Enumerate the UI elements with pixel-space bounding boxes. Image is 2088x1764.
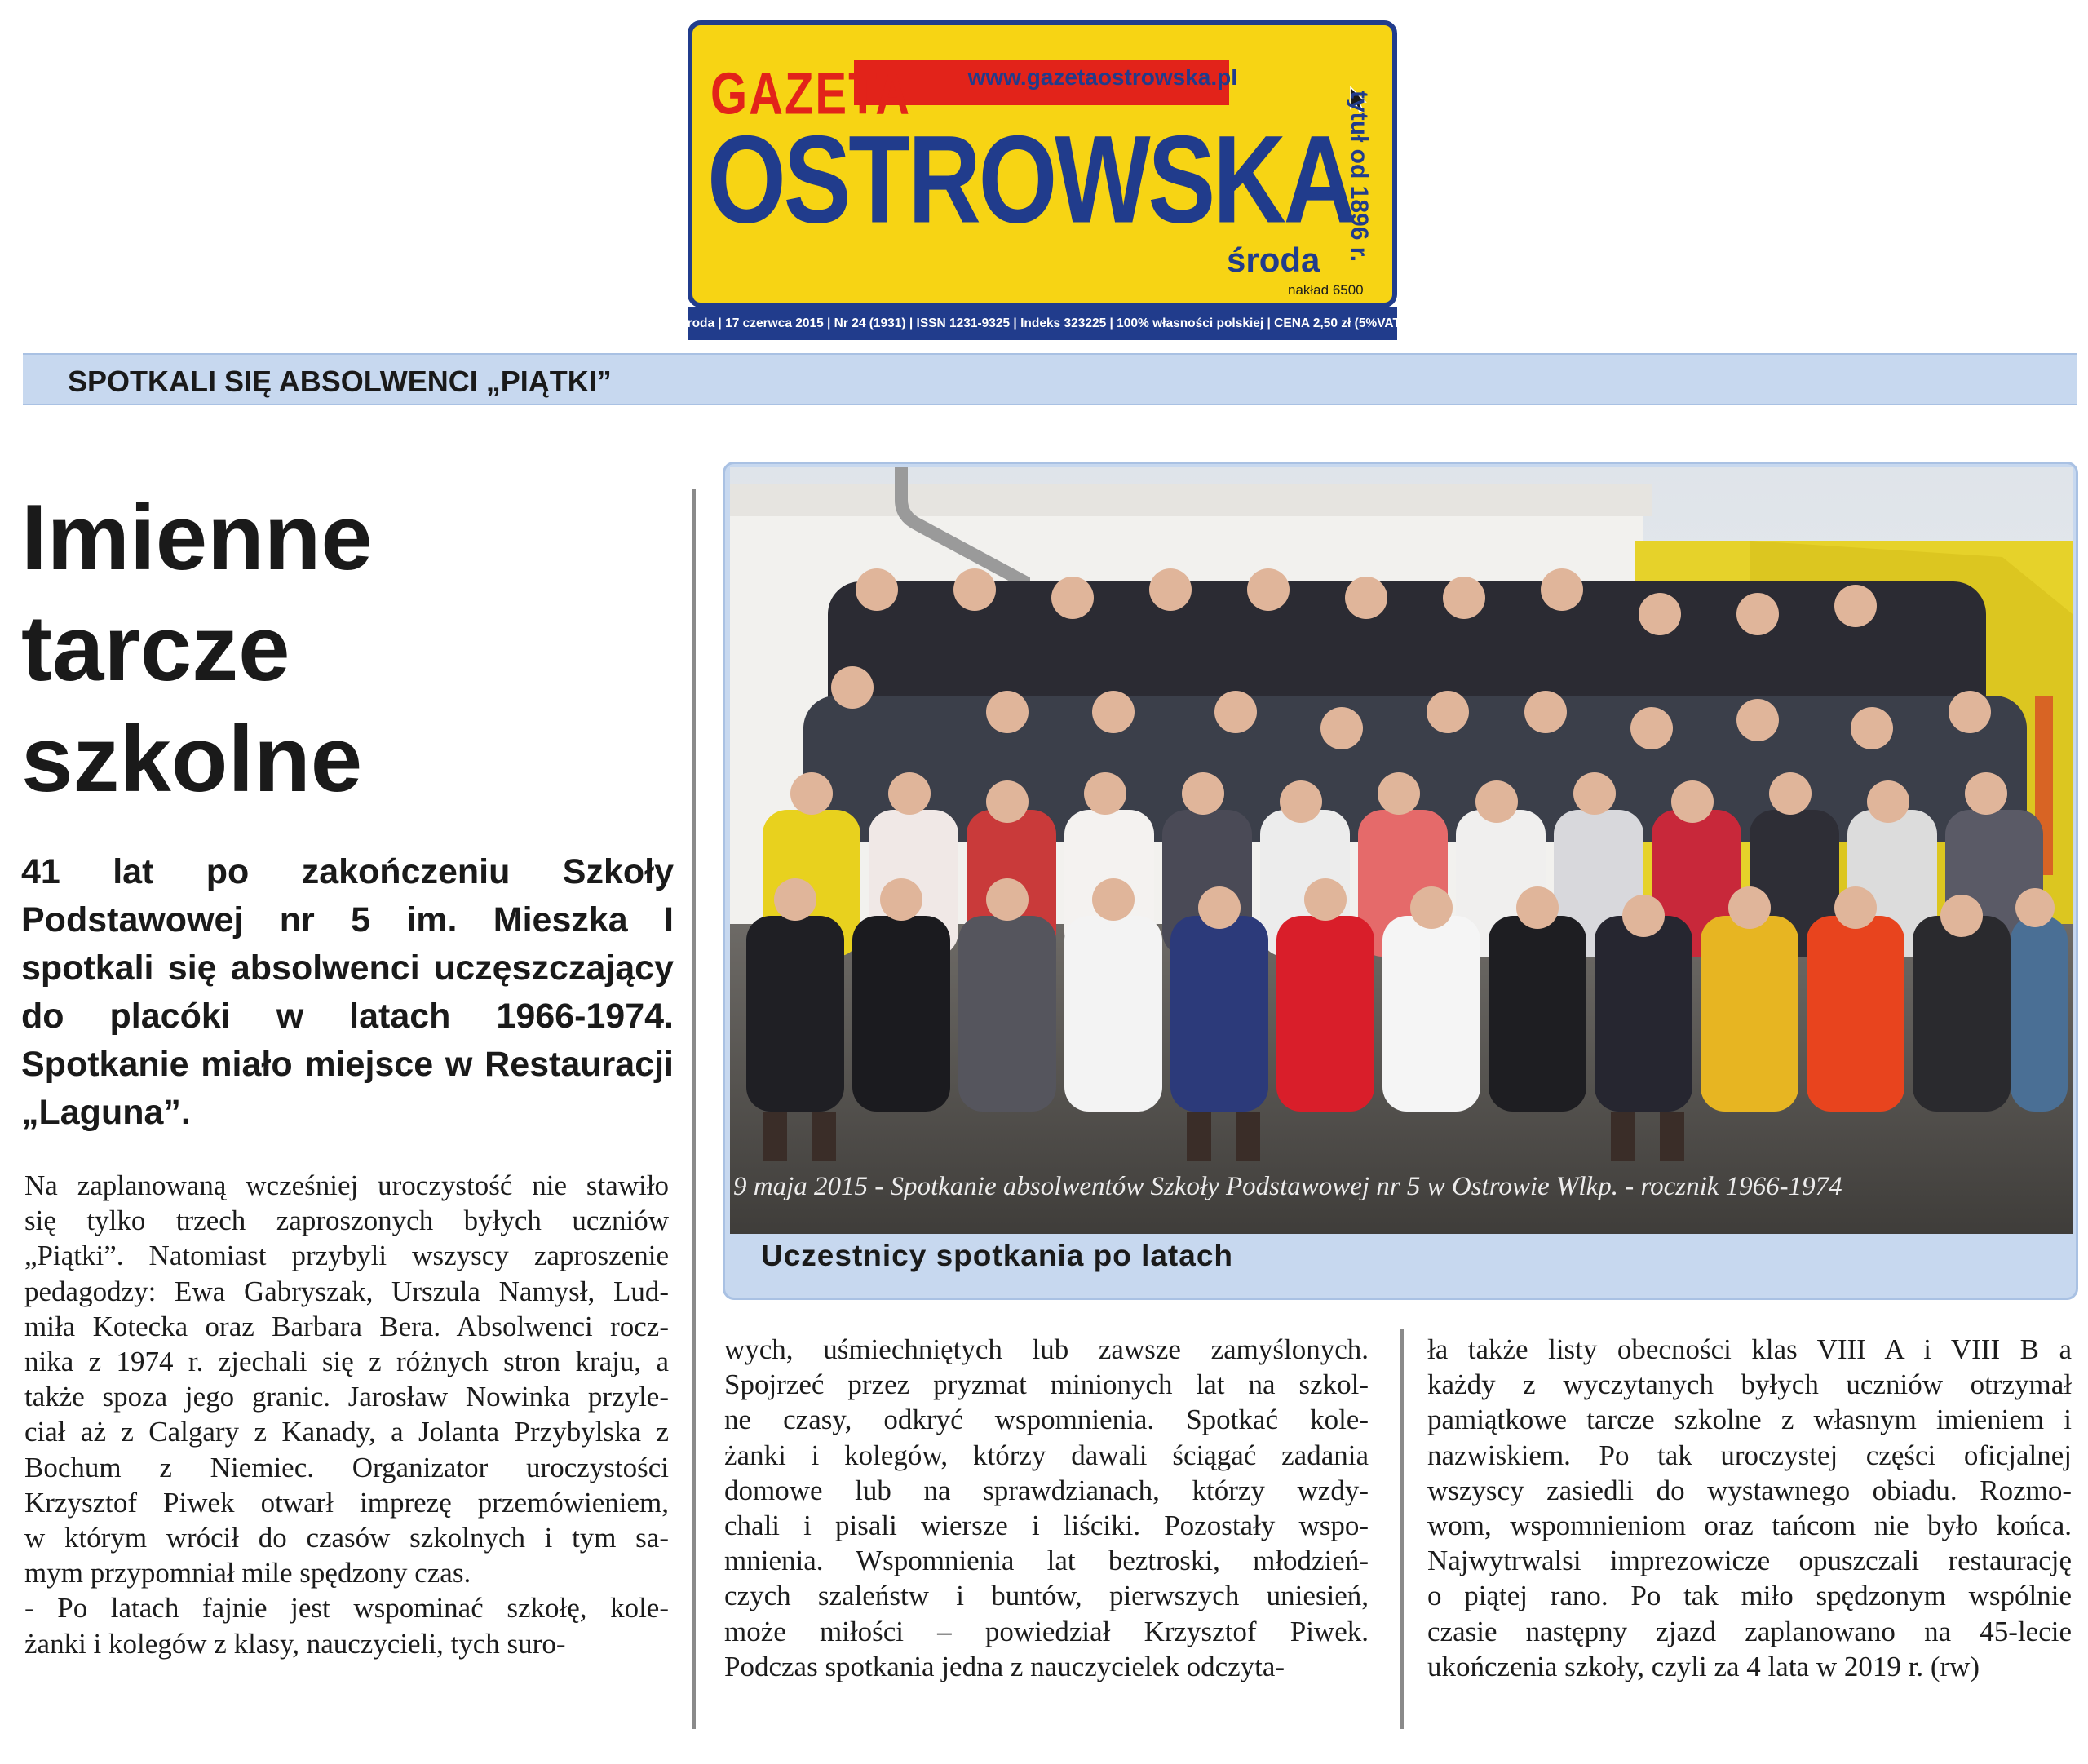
- logo-url: www.gazetaostrowska.pl: [967, 64, 1237, 90]
- section-rubric: SPOTKALI SIĘ ABSOLWENCI „PIĄTKI”: [68, 365, 612, 398]
- article-text-line: Krzysztof Piwek otwarł imprezę przemówieniem,: [24, 1486, 669, 1519]
- article-column-1: [24, 1168, 669, 1661]
- logo-gazeta: GAZETA: [710, 60, 912, 127]
- photo-caption: Uczestnicy spotkania po latach: [761, 1239, 1234, 1272]
- article-text-line: „Piątki”. Natomiast przybyli wszyscy zaproszenie: [24, 1240, 669, 1272]
- article-text-line: czasie następny zjazd zaplanowano na 45-lecie: [1427, 1615, 2072, 1647]
- article-text-line: nazwiskiem. Po tak uroczystej części oficjalnej: [1427, 1439, 2072, 1471]
- article-lead: 41 lat po zakończeniu Szkoły Podstawowej nr 5 im. Mieszka I spotkali się absolwenci uczęszczający do placóki w latach 1966-1974. Spotkanie miało miejsce w Restauracji „Laguna”.: [21, 852, 674, 1132]
- issue-info-bar: środa | 17 czerwca 2015 | Nr 24 (1931) | ISSN 1231-9325 | Indeks 323225 | 100% własności polskiej | CENA 2,50 zł (5%VAT): [688, 307, 1397, 340]
- article-text-line: każdy z wyczytanych byłych uczniów otrzymał: [1427, 1368, 2072, 1401]
- article-text-line: wszyscy zasiedli do wystawnego obiadu. Rozmo-: [1427, 1474, 2072, 1506]
- article-text-line: wych, uśmiechniętych lub zawsze zamyślonych.: [724, 1333, 1369, 1365]
- article-text-line: Najwytrwalsi imprezowicze opuszczali restaurację: [1427, 1545, 2072, 1577]
- article-text-line: - Po latach fajnie jest wspominać szkołę, kole-: [24, 1592, 669, 1625]
- section-rubric-bar: [23, 353, 2077, 405]
- article-text-line: ne czasy, odkryć wspomnienia. Spotkać kole-: [724, 1404, 1369, 1436]
- article-text-line: Bochum z Niemiec. Organizator uroczystości: [24, 1451, 669, 1483]
- logo-day: środa: [1227, 241, 1320, 279]
- article-text-line: miła Kotecka oraz Barbara Bera. Absolwenci rocz-: [24, 1310, 669, 1342]
- newspaper-logo: [688, 20, 1397, 307]
- logo-ostrowska: OSTROWSKA: [707, 108, 1355, 250]
- article-text-line: także spoza jego granic. Jarosław Nowinka przyle-: [24, 1381, 669, 1413]
- article-text-line: się tylko trzech zaproszonych byłych uczniów: [24, 1205, 669, 1237]
- article-text-line: mym przypomniał mile spędzony czas.: [24, 1557, 471, 1589]
- headline-line: Imienne: [21, 486, 373, 590]
- article-text-line: wom, wspomnieniom oraz tańcom nie było końca.: [1427, 1510, 2072, 1542]
- article-text-line: chali i pisali wiersze i liściki. Pozostały wspo-: [724, 1510, 1369, 1542]
- article-text-line: może miłości – powiedział Krzysztof Piwek.: [724, 1615, 1369, 1647]
- logo-circulation: nakład 6500: [1288, 282, 1364, 298]
- article-text-line: żanki i kolegów z klasy, nauczycieli, tych suro-: [24, 1627, 566, 1660]
- group-photo: [730, 467, 2073, 1234]
- logo-since: tytuł od 1896 r.: [1346, 91, 1373, 263]
- column-divider: [692, 489, 696, 1729]
- article-text-line: pamiątkowe tarcze szkolne z własnym imieniem i: [1427, 1404, 2072, 1436]
- headline-line: szkolne: [21, 708, 363, 811]
- article-text-line: nika z 1974 r. zjechali się z różnych stron kraju, a: [24, 1346, 669, 1378]
- column-divider: [1400, 1329, 1404, 1729]
- article-text-line: Podczas spotkania jedna z nauczycielek odczyta-: [724, 1650, 1285, 1682]
- article-text-line: pedagodzy: Ewa Gabryszak, Urszula Namysł, Lud-: [24, 1275, 669, 1307]
- photo-stamp: 9 maja 2015 - Spotkanie absolwentów Szkoły Podstawowej nr 5 w Ostrowie Wlkp. - rocznik 1966-1974: [733, 1172, 1842, 1201]
- article-text-line: ukończenia szkoły, czyli za 4 lata w 2019 r. (rw): [1427, 1650, 1980, 1682]
- article-headline: [21, 483, 674, 816]
- article-text-line: ciał aż z Calgary z Kanady, a Jolanta Przybylska z: [24, 1416, 669, 1448]
- photo-box: [723, 462, 2078, 1300]
- article-text-line: o piątej rano. Po tak miło spędzonym wspólnie: [1427, 1580, 2072, 1612]
- article-text-line: Spojrzeć przez pryzmat minionych lat na szkol-: [724, 1368, 1369, 1401]
- article-text-line: ła także listy obecności klas VIII A i VIII B a: [1427, 1333, 2072, 1365]
- article-text-line: Na zaplanowaną wcześniej uroczystość nie stawiło: [24, 1169, 669, 1201]
- article-column-3: [1427, 1332, 2072, 1684]
- article-text-line: żanki i kolegów, którzy dawali ściągać zadania: [724, 1439, 1369, 1471]
- masthead: [679, 20, 1405, 340]
- article-text-line: w którym wrócił do czasów szkolnych i tym sa-: [24, 1522, 669, 1554]
- article-text-line: czych szaleństw i buntów, pierwszych uniesień,: [724, 1580, 1369, 1612]
- article-text-line: mnienia. Wspomnienia lat beztroski, młodzień-: [724, 1545, 1369, 1577]
- article-column-2: [724, 1332, 1369, 1684]
- article-text-line: domowe lub na sprawdzianach, którzy wzdy-: [724, 1474, 1369, 1506]
- headline-line: tarcze: [21, 597, 290, 701]
